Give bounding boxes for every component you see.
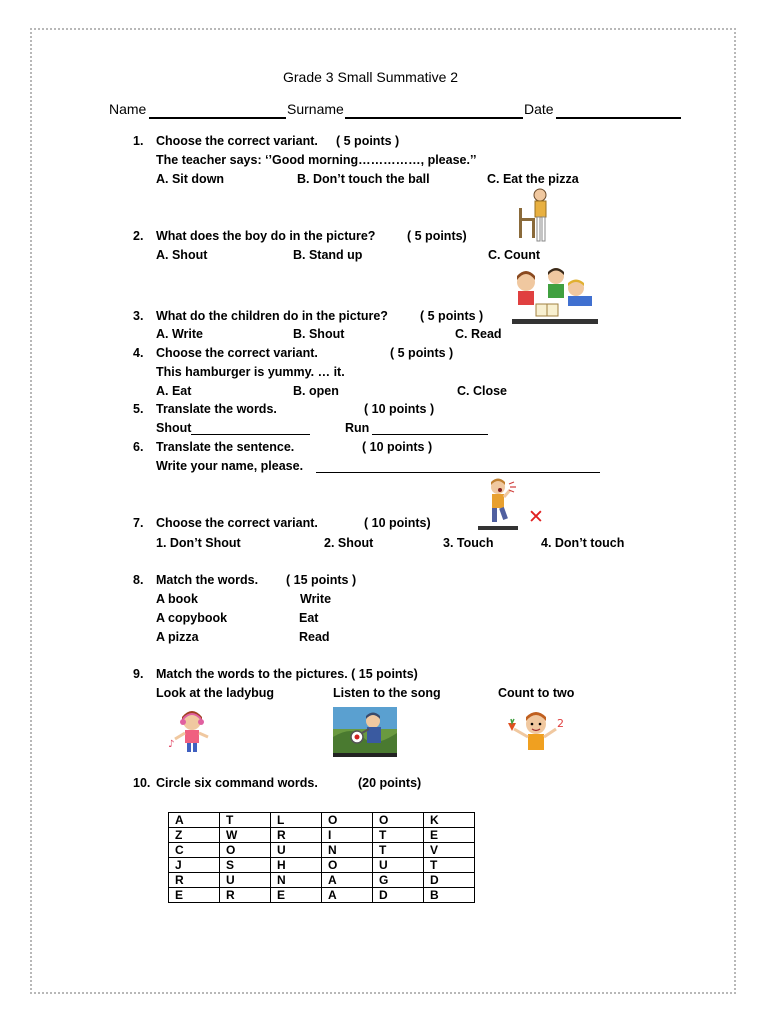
q1-option-a[interactable]: A. Sit down <box>156 172 225 186</box>
q9-number: 9. <box>133 667 144 681</box>
grid-cell[interactable]: A <box>322 873 373 888</box>
grid-cell[interactable]: C <box>169 843 220 858</box>
grid-row <box>169 873 475 888</box>
q5-number: 5. <box>133 402 144 416</box>
q7-number: 7. <box>133 516 144 530</box>
grid-cell[interactable]: O <box>322 813 373 828</box>
grid-cell[interactable]: T <box>373 828 424 843</box>
q5-prompt: Translate the words. <box>156 402 277 416</box>
q1-points: ( 5 points ) <box>336 134 400 148</box>
grid-cell[interactable]: D <box>373 888 424 903</box>
standing-boy-picture <box>515 188 555 244</box>
name-label: Name <box>109 101 147 117</box>
q5-points: ( 10 points ) <box>364 402 435 416</box>
grid-cell[interactable]: U <box>220 873 271 888</box>
q2-option-b[interactable]: B. Stand up <box>293 248 363 262</box>
q8-right-1[interactable]: Write <box>300 592 332 606</box>
q3-points: ( 5 points ) <box>420 309 484 323</box>
q1-option-b[interactable]: B. Don’t touch the ball <box>297 172 430 186</box>
grid-cell[interactable]: E <box>271 888 322 903</box>
q6-points: ( 10 points ) <box>362 440 433 454</box>
q3-option-c[interactable]: C. Read <box>455 327 502 341</box>
children-reading-picture <box>512 266 598 324</box>
grid-cell[interactable]: W <box>220 828 271 843</box>
grid-cell[interactable]: R <box>271 828 322 843</box>
grid-cell[interactable]: I <box>322 828 373 843</box>
page-title: Grade 3 Small Summative 2 <box>283 69 459 85</box>
q9-label-2[interactable]: Listen to the song <box>333 686 441 700</box>
grid-cell[interactable]: E <box>169 888 220 903</box>
grid-cell[interactable]: O <box>220 843 271 858</box>
boy-counting-picture[interactable] <box>502 709 568 755</box>
q8-right-2[interactable]: Eat <box>299 611 319 625</box>
q4-points: ( 5 points ) <box>390 346 454 360</box>
date-label: Date <box>524 101 554 117</box>
q1-prompt: Choose the correct variant. <box>156 134 318 148</box>
grid-cell[interactable]: A <box>169 813 220 828</box>
grid-row <box>169 843 475 858</box>
q10-points: (20 points) <box>358 776 422 790</box>
grid-cell[interactable]: E <box>424 828 475 843</box>
girl-singing-picture[interactable] <box>166 707 218 753</box>
surname-line[interactable] <box>345 117 523 119</box>
q1-line2: The teacher says: ‘’Good morning……………, please.’’ <box>156 153 477 167</box>
grid-cell[interactable]: G <box>373 873 424 888</box>
grid-cell[interactable]: V <box>424 843 475 858</box>
q2-number: 2. <box>133 229 144 243</box>
q8-prompt: Match the words. <box>156 573 259 587</box>
q3-prompt: What do the children do in the picture? <box>156 309 388 323</box>
grid-row <box>169 813 475 828</box>
grid-cell[interactable]: O <box>322 858 373 873</box>
grid-cell[interactable]: B <box>424 888 475 903</box>
q4-prompt: Choose the correct variant. <box>156 346 318 360</box>
q9-prompt: Match the words to the pictures. ( 15 points) <box>156 667 418 681</box>
q3-number: 3. <box>133 309 144 323</box>
q2-option-a[interactable]: A. Shout <box>156 248 208 262</box>
grid-cell[interactable]: J <box>169 858 220 873</box>
cross-mark-icon: ✕ <box>528 507 544 528</box>
q1-number: 1. <box>133 134 144 148</box>
q2-prompt: What does the boy do in the picture? <box>156 229 376 243</box>
date-line[interactable] <box>556 117 681 119</box>
q8-left-2[interactable]: A copybook <box>156 611 228 625</box>
q6-prompt: Translate the sentence. <box>156 440 295 454</box>
grid-cell[interactable]: K <box>424 813 475 828</box>
surname-label: Surname <box>287 101 344 117</box>
q7-option-4[interactable]: 4. Don’t touch <box>541 536 625 550</box>
q1-option-c[interactable]: C. Eat the pizza <box>487 172 579 186</box>
q9-label-3[interactable]: Count to two <box>498 686 575 700</box>
q4-option-b[interactable]: B. open <box>293 384 339 398</box>
svg-text:♪: ♪ <box>168 739 175 750</box>
grid-cell[interactable]: T <box>373 843 424 858</box>
grid-cell[interactable]: N <box>322 843 373 858</box>
q5-word2: Run <box>345 421 370 435</box>
q8-points: ( 15 points ) <box>286 573 357 587</box>
q10-prompt: Circle six command words. <box>156 776 318 790</box>
q7-prompt: Choose the correct variant. <box>156 516 318 530</box>
q5-answer-line-2[interactable] <box>372 434 488 435</box>
q8-left-3[interactable]: A pizza <box>156 630 199 644</box>
grid-cell[interactable]: T <box>220 813 271 828</box>
q4-option-c[interactable]: C. Close <box>457 384 508 398</box>
grid-cell[interactable]: R <box>169 873 220 888</box>
q5-answer-line-1[interactable] <box>191 434 310 435</box>
q7-option-1[interactable]: 1. Don’t Shout <box>156 536 241 550</box>
q7-option-2[interactable]: 2. Shout <box>324 536 374 550</box>
q7-points: ( 10 points) <box>364 516 431 530</box>
grid-row <box>169 858 475 873</box>
grid-cell[interactable]: H <box>271 858 322 873</box>
shouting-boy-picture <box>478 478 520 530</box>
q3-option-a[interactable]: A. Write <box>156 327 203 341</box>
q3-option-b[interactable]: B. Shout <box>293 327 345 341</box>
word-search-grid <box>168 812 475 903</box>
grid-cell[interactable]: U <box>373 858 424 873</box>
svg-text:2: 2 <box>557 717 564 730</box>
name-line[interactable] <box>149 117 286 119</box>
grid-cell[interactable]: L <box>271 813 322 828</box>
q6-number: 6. <box>133 440 144 454</box>
q7-option-3[interactable]: 3. Touch <box>443 536 494 550</box>
q10-number: 10. <box>133 776 151 790</box>
q8-right-3[interactable]: Read <box>299 630 330 644</box>
q2-option-c[interactable]: C. Count <box>488 248 541 262</box>
q9-label-1[interactable]: Look at the ladybug <box>156 686 275 700</box>
q2-points: ( 5 points) <box>407 229 467 243</box>
grid-cell[interactable]: U <box>271 843 322 858</box>
grid-cell[interactable]: S <box>220 858 271 873</box>
q5-word1: Shout <box>156 421 192 435</box>
grid-cell[interactable]: A <box>322 888 373 903</box>
q4-option-a[interactable]: A. Eat <box>156 384 192 398</box>
grid-cell[interactable]: R <box>220 888 271 903</box>
q8-number: 8. <box>133 573 144 587</box>
grid-cell[interactable]: N <box>271 873 322 888</box>
grid-row <box>169 828 475 843</box>
q4-number: 4. <box>133 346 144 360</box>
grid-cell[interactable]: O <box>373 813 424 828</box>
q8-left-1[interactable]: A book <box>156 592 198 606</box>
grid-cell[interactable]: D <box>424 873 475 888</box>
q6-line2: Write your name, please. <box>156 459 304 473</box>
grid-row <box>169 888 475 903</box>
grid-cell[interactable]: T <box>424 858 475 873</box>
grid-cell[interactable]: Z <box>169 828 220 843</box>
q4-line2: This hamburger is yummy. … it. <box>156 365 345 379</box>
q6-answer-line[interactable] <box>316 472 600 473</box>
ladybug-boy-picture[interactable] <box>333 707 397 757</box>
